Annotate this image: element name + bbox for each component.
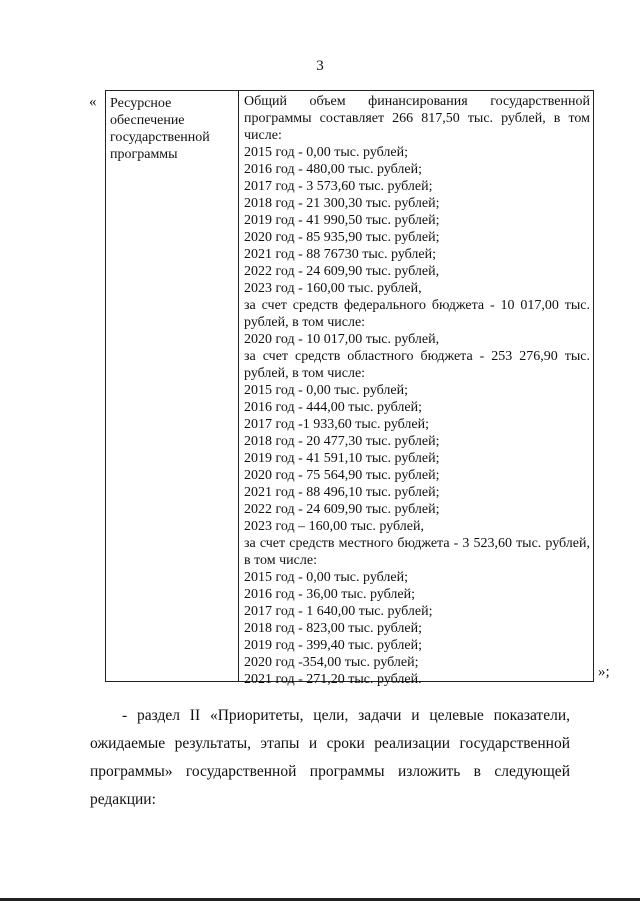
- line-2015-total: 2015 год - 0,00 тыс. рублей;: [244, 145, 409, 160]
- table-content-cell: [244, 93, 590, 688]
- local-budget-heading: за счет средств местного бюджета - 3 523,60 тыс. рублей, в том числе:: [244, 536, 590, 568]
- line-2017-total: 2017 год - 3 573,60 тыс. рублей;: [244, 179, 433, 194]
- line-2020-federal: 2020 год - 10 017,00 тыс. рублей,: [244, 332, 440, 347]
- table-label-cell: Ресурсное обеспечение государственной программы: [110, 96, 210, 162]
- line-2015-local: 2015 год - 0,00 тыс. рублей;: [244, 570, 409, 585]
- closing-quote: »;: [598, 664, 610, 680]
- line-2018-local: 2018 год - 823,00 тыс. рублей;: [244, 621, 423, 636]
- line-2020-total: 2020 год - 85 935,90 тыс. рублей;: [244, 230, 440, 245]
- opening-quote: «: [89, 94, 97, 110]
- line-2018-regional: 2018 год - 20 477,30 тыс. рублей;: [244, 434, 440, 449]
- table-column-divider: [238, 90, 239, 682]
- federal-budget-heading: за счет средств федерального бюджета - 10 017,00 тыс. рублей, в том числе:: [244, 298, 590, 330]
- page-number: 3: [316, 58, 324, 74]
- line-2019-total: 2019 год - 41 990,50 тыс. рублей;: [244, 213, 440, 228]
- line-2019-local: 2019 год - 399,40 тыс. рублей;: [244, 638, 423, 653]
- line-2016-local: 2016 год - 36,00 тыс. рублей;: [244, 587, 416, 602]
- line-2020-local: 2020 год -354,00 тыс. рублей;: [244, 655, 419, 670]
- line-2021-regional: 2021 год - 88 496,10 тыс. рублей;: [244, 485, 440, 500]
- line-2016-regional: 2016 год - 444,00 тыс. рублей;: [244, 400, 423, 415]
- line-2023-regional: 2023 год – 160,00 тыс. рублей,: [244, 519, 424, 534]
- line-2020-regional: 2020 год - 75 564,90 тыс. рублей;: [244, 468, 440, 483]
- page-bottom-rule: [0, 898, 640, 901]
- line-2015-regional: 2015 год - 0,00 тыс. рублей;: [244, 383, 409, 398]
- line-2022-total: 2022 год - 24 609,90 тыс. рублей,: [244, 264, 440, 279]
- line-2017-local: 2017 год - 1 640,00 тыс. рублей;: [244, 604, 433, 619]
- line-2016-total: 2016 год - 480,00 тыс. рублей;: [244, 162, 423, 177]
- line-2022-regional: 2022 год - 24 609,90 тыс. рублей;: [244, 502, 440, 517]
- line-2018-total: 2018 год - 21 300,30 тыс. рублей;: [244, 196, 440, 211]
- line-2021-total: 2021 год - 88 76730 тыс. рублей;: [244, 247, 437, 262]
- line-2017-regional: 2017 год -1 933,60 тыс. рублей;: [244, 417, 430, 432]
- line-2019-regional: 2019 год - 41 591,10 тыс. рублей;: [244, 451, 440, 466]
- regional-budget-heading: за счет средств областного бюджета - 253 276,90 тыс. рублей, в том числе:: [244, 349, 590, 381]
- financing-intro: Общий объем финансирования государственной программы составляет 266 817,50 тыс. рублей, в том числе:: [244, 94, 590, 143]
- line-2023-total: 2023 год - 160,00 тыс. рублей,: [244, 281, 422, 296]
- section-amendment-paragraph: - раздел II «Приоритеты, цели, задачи и целевые показатели, ожидаемые результаты, этапы и сроки реализации государственной программы» государственной программы изложить в следующей редакции:: [90, 707, 570, 808]
- line-2021-local: 2021 год - 271,20 тыс. рублей.: [244, 672, 422, 687]
